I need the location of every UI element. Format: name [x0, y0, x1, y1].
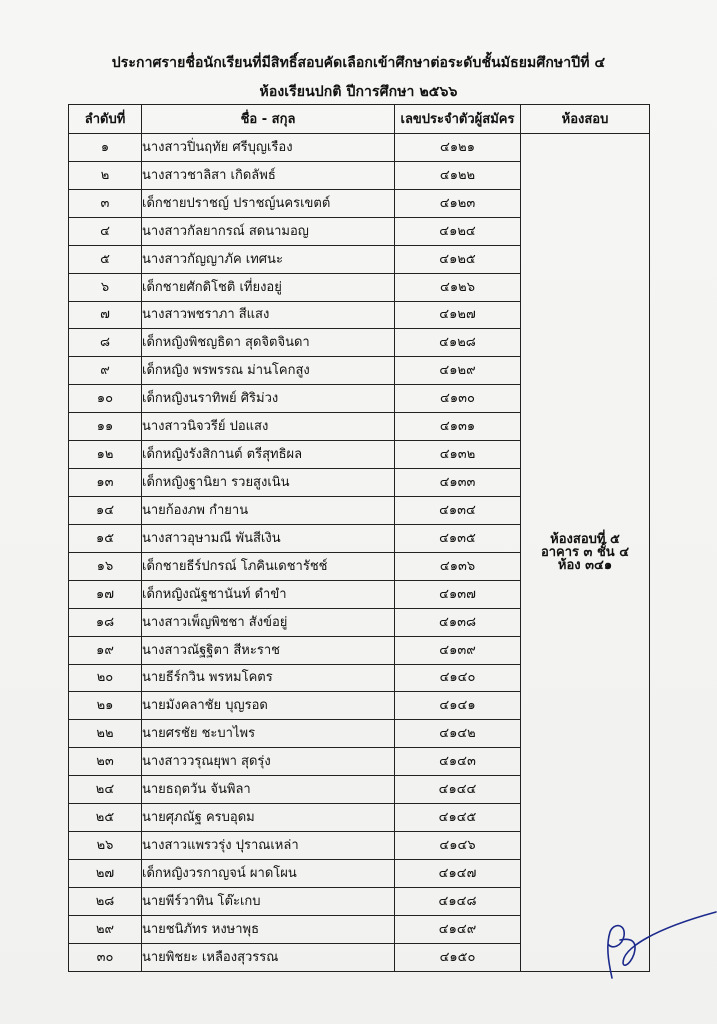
order-number-cell: ๑๒	[69, 441, 142, 469]
order-number-cell: ๑๔	[69, 496, 142, 524]
student-name-cell: นายพิชยะ เหลืองสุวรรณ	[142, 943, 395, 971]
table-body	[69, 134, 650, 972]
applicant-number-cell: ๔๑๓๒	[395, 441, 521, 469]
applicant-number-cell: ๔๑๕๐	[395, 943, 521, 971]
table-row	[69, 134, 650, 162]
order-number-cell: ๑	[69, 134, 142, 162]
order-number-cell: ๑๐	[69, 385, 142, 413]
applicant-number-cell: ๔๑๔๘	[395, 887, 521, 915]
student-name-cell: เด็กหญิงพิชญธิดา สุดจิตจินดา	[142, 329, 395, 357]
applicant-number-cell: ๔๑๓๗	[395, 580, 521, 608]
applicant-number-cell: ๔๑๓๖	[395, 552, 521, 580]
document-subtitle: ห้องเรียนปกติ ปีการศึกษา ๒๕๖๖	[259, 84, 458, 100]
order-number-cell: ๓๐	[69, 943, 142, 971]
applicant-number-cell: ๔๑๔๖	[395, 832, 521, 860]
student-name-cell: นางสาวกัลยากรณ์ สดนามอญ	[142, 217, 395, 245]
order-number-cell: ๒๑	[69, 692, 142, 720]
order-number-cell: ๓	[69, 189, 142, 217]
order-number-cell: ๑๑	[69, 413, 142, 441]
order-number-cell: ๑๓	[69, 469, 142, 497]
order-number-cell: ๒	[69, 161, 142, 189]
order-number-cell: ๑๕	[69, 524, 142, 552]
order-number-cell: ๒๘	[69, 887, 142, 915]
applicant-number-cell: ๔๑๒๓	[395, 189, 521, 217]
applicant-number-cell: ๔๑๓๔	[395, 496, 521, 524]
applicant-number-cell: ๔๑๔๐	[395, 664, 521, 692]
student-name-cell: เด็กหญิงณัฐชานันท์ ดำขำ	[142, 580, 395, 608]
order-number-cell: ๖	[69, 273, 142, 301]
applicant-number-cell: ๔๑๔๗	[395, 859, 521, 887]
order-number-cell: ๒๐	[69, 664, 142, 692]
order-number-cell: ๒๓	[69, 748, 142, 776]
student-name-cell: เด็กชายศักดิโชติ เที่ยงอยู่	[142, 273, 395, 301]
order-number-cell: ๑๗	[69, 580, 142, 608]
exam-room-line1: ห้องสอบที่ ๕	[550, 532, 620, 547]
student-name-cell: นายก้องภพ กำยาน	[142, 496, 395, 524]
student-name-cell: นางสาวชาลิสา เกิดลัพธ์	[142, 161, 395, 189]
student-name-cell: นางสาวอุษามณี พันสีเงิน	[142, 524, 395, 552]
applicant-number-cell: ๔๑๒๒	[395, 161, 521, 189]
exam-room-line3: ห้อง ๓๔๑	[557, 558, 613, 573]
student-name-cell: นายชนิภัทร หงษาพุธ	[142, 915, 395, 943]
document-title: ประกาศรายชื่อนักเรียนที่มีสิทธิ์สอบคัดเลือกเข้าศึกษาต่อระดับชั้นมัธยมศึกษาปีที่ ๔	[111, 55, 606, 71]
column-header-applicant-number: เลขประจำตัวผู้สมัคร	[395, 105, 521, 134]
student-name-cell: เด็กชายธีร์ปกรณ์ โภคินเดชารัชช์	[142, 552, 395, 580]
applicant-number-cell: ๔๑๔๑	[395, 692, 521, 720]
student-name-cell: นายธีร์กวิน พรหมโคตร	[142, 664, 395, 692]
applicant-number-cell: ๔๑๓๘	[395, 608, 521, 636]
student-name-cell: เด็กหญิงฐานิยา รวยสูงเนิน	[142, 469, 395, 497]
order-number-cell: ๒๗	[69, 859, 142, 887]
applicant-number-cell: ๔๑๓๓	[395, 469, 521, 497]
student-name-cell: นางสาวณัฐฐิตา สีหะราช	[142, 636, 395, 664]
student-name-cell: นางสาวแพรวรุ่ง ปุราณเหล่า	[142, 832, 395, 860]
order-number-cell: ๒๙	[69, 915, 142, 943]
signature-image	[590, 900, 717, 990]
order-number-cell: ๒๖	[69, 832, 142, 860]
applicant-number-cell: ๔๑๔๓	[395, 748, 521, 776]
column-header-name: ชื่อ - สกุล	[142, 105, 395, 134]
applicant-number-cell: ๔๑๓๐	[395, 385, 521, 413]
applicant-number-cell: ๔๑๒๔	[395, 217, 521, 245]
student-name-cell: นายมังคลาชัย บุญรอด	[142, 692, 395, 720]
order-number-cell: ๒๒	[69, 720, 142, 748]
applicant-number-cell: ๔๑๔๒	[395, 720, 521, 748]
student-name-cell: นางสาวเพ็ญพิชชา สังข์อยู่	[142, 608, 395, 636]
exam-room-line2: อาคาร ๓ ชั้น ๔	[540, 545, 630, 560]
applicant-number-cell: ๔๑๔๔	[395, 776, 521, 804]
student-name-cell: นายพีร์วาทิน โต๊ะเกบ	[142, 887, 395, 915]
applicant-number-cell: ๔๑๒๙	[395, 357, 521, 385]
applicant-number-cell: ๔๑๓๑	[395, 413, 521, 441]
student-name-cell: นายศุภณัฐ ครบอุดม	[142, 804, 395, 832]
student-name-cell: นางสาววรุณยุพา สุดรุ่ง	[142, 748, 395, 776]
applicant-number-cell: ๔๑๔๕	[395, 804, 521, 832]
student-name-cell: เด็กหญิง พรพรรณ ม่านโคกสูง	[142, 357, 395, 385]
applicant-number-cell: ๔๑๒๕	[395, 245, 521, 273]
applicant-number-cell: ๔๑๒๑	[395, 134, 521, 162]
column-header-exam-room: ห้องสอบ	[521, 105, 650, 134]
student-name-cell: นางสาวนิจวรีย์ ปอแสง	[142, 413, 395, 441]
student-name-cell: นายธฤตวัน จันพิลา	[142, 776, 395, 804]
applicant-number-cell: ๔๑๒๗	[395, 301, 521, 329]
applicant-number-cell: ๔๑๒๖	[395, 273, 521, 301]
order-number-cell: ๑๖	[69, 552, 142, 580]
student-name-cell: เด็กหญิงนราทิพย์ ศิริม่วง	[142, 385, 395, 413]
student-name-cell: นายศรชัย ชะบาไพร	[142, 720, 395, 748]
table-header-row	[69, 105, 650, 134]
order-number-cell: ๑๙	[69, 636, 142, 664]
student-name-cell: เด็กชายปราชญ์ ปราชญ์นครเขตต์	[142, 189, 395, 217]
applicant-number-cell: ๔๑๓๙	[395, 636, 521, 664]
column-header-order: ลำดับที่	[69, 105, 142, 134]
order-number-cell: ๒๕	[69, 804, 142, 832]
student-name-cell: นางสาวกัญญาภัค เทศนะ	[142, 245, 395, 273]
applicant-number-cell: ๔๑๓๕	[395, 524, 521, 552]
order-number-cell: ๘	[69, 329, 142, 357]
applicant-number-cell: ๔๑๒๘	[395, 329, 521, 357]
exam-room-cell	[521, 134, 650, 972]
order-number-cell: ๒๔	[69, 776, 142, 804]
order-number-cell: ๗	[69, 301, 142, 329]
order-number-cell: ๙	[69, 357, 142, 385]
student-roster-table	[68, 104, 650, 972]
order-number-cell: ๔	[69, 217, 142, 245]
student-name-cell: นางสาวปิ่นฤทัย ศรีบุญเรือง	[142, 134, 395, 162]
student-name-cell: เด็กหญิงวรกาญจน์ ผาดโผน	[142, 859, 395, 887]
order-number-cell: ๑๘	[69, 608, 142, 636]
student-name-cell: เด็กหญิงรังสิกานต์ ตรีสุทธิผล	[142, 441, 395, 469]
applicant-number-cell: ๔๑๔๙	[395, 915, 521, 943]
student-name-cell: นางสาวพชราภา สีแสง	[142, 301, 395, 329]
order-number-cell: ๕	[69, 245, 142, 273]
